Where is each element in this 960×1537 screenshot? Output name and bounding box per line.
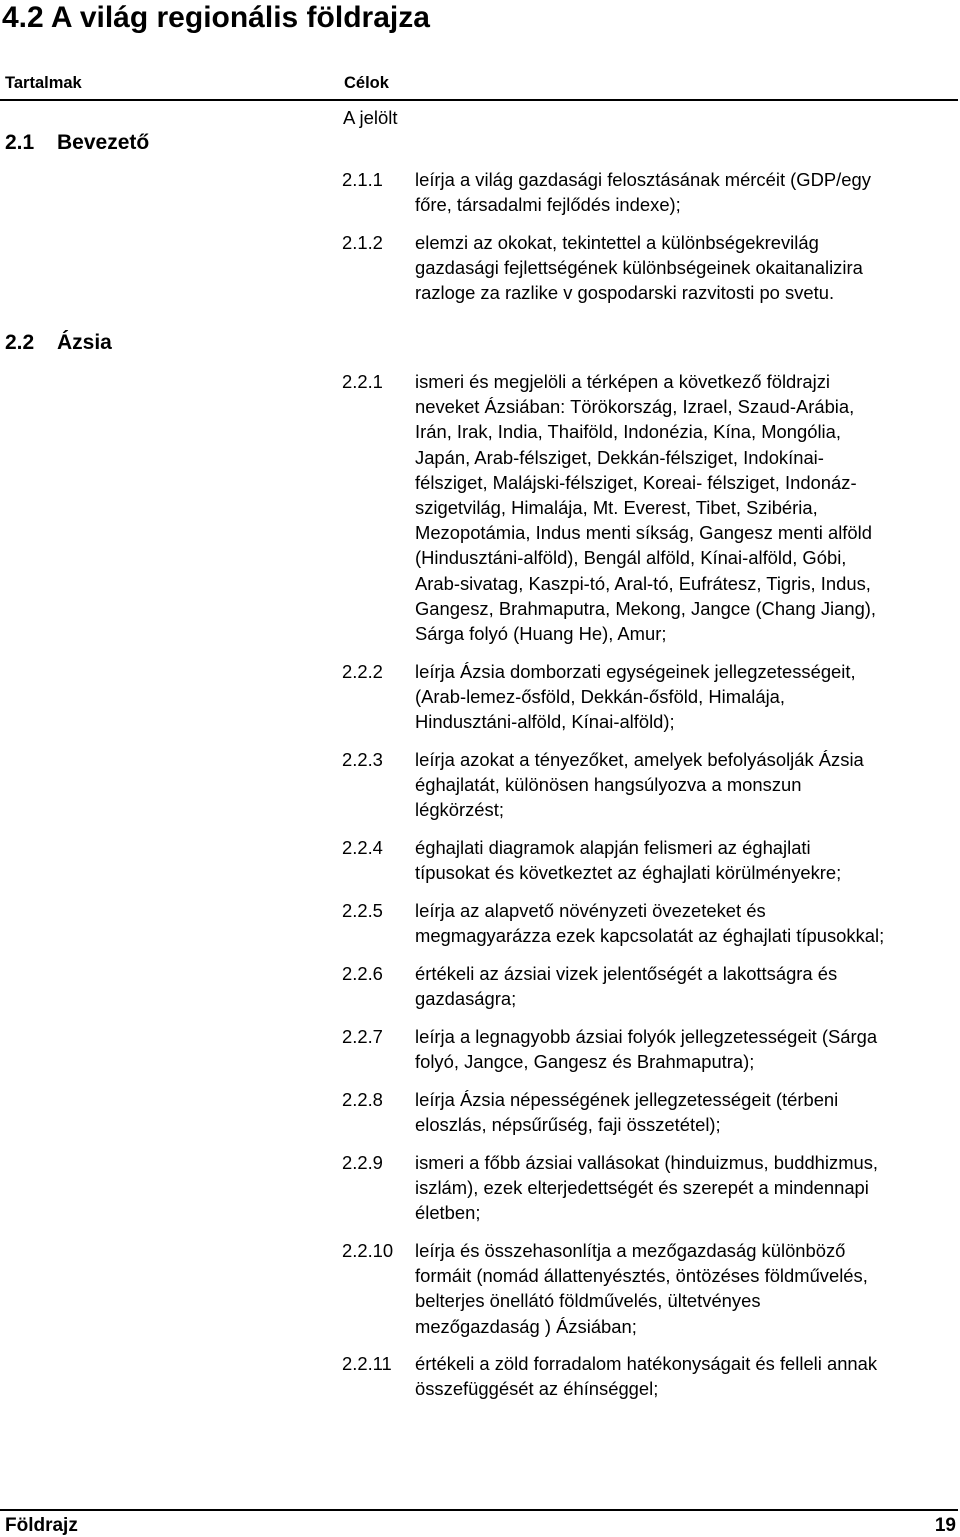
objective-item bbox=[342, 167, 958, 217]
section-number: 2.1 bbox=[5, 131, 35, 154]
objective-item bbox=[342, 1150, 958, 1226]
objective-number: 2.2.11 bbox=[342, 1353, 392, 1374]
objective-item bbox=[342, 898, 958, 948]
objective-number: 2.2.2 bbox=[342, 661, 383, 682]
objective-text: éghajlati diagramok alapján felismeri az éghajlati típusokat és következtet az éghajlati körülményekre; bbox=[415, 837, 842, 884]
objective-item bbox=[342, 961, 958, 1011]
objective-item bbox=[342, 835, 958, 885]
footer-divider bbox=[0, 1509, 958, 1511]
objective-number: 2.2.3 bbox=[342, 749, 383, 770]
objective-text: elemzi az okokat, tekintettel a különbségekrevilág gazdasági fejlettségének különbségeinek okaitanalizira razloge za razlike v gospodarski razvitosti po svetu. bbox=[415, 232, 863, 304]
objective-item bbox=[342, 1351, 958, 1401]
objective-number: 2.1.1 bbox=[342, 169, 383, 190]
objective-item bbox=[342, 747, 958, 823]
objective-text: leírja Ázsia domborzati egységeinek jellegzetességeit, (Arab-lemez-ősföld, Dekkán-ősföld, Himalája, Hindusztáni-alföld, Kínai-alföld); bbox=[415, 661, 856, 733]
objective-number: 2.2.8 bbox=[342, 1089, 383, 1110]
page-number: 19 bbox=[934, 1515, 956, 1536]
objective-number: 2.2.9 bbox=[342, 1152, 383, 1173]
objective-text: leírja a legnagyobb ázsiai folyók jellegzetességeit (Sárga folyó, Jangce, Gangesz és Brahmaputra); bbox=[415, 1026, 878, 1073]
objective-item bbox=[342, 369, 958, 646]
objective-text: leírja a világ gazdasági felosztásának mércéit (GDP/egy főre, társadalmi fejlődés indexe); bbox=[415, 169, 871, 216]
footer-subject: Földrajz bbox=[5, 1515, 78, 1536]
intro-text: A jelölt bbox=[343, 107, 398, 128]
page-title: 4.2 A világ regionális földrajza bbox=[2, 1, 430, 34]
objective-text: leírja az alapvető növényzeti övezeteket és megmagyarázza ezek kapcsolatát az éghajlati típusokkal; bbox=[415, 900, 885, 947]
section-heading-asia bbox=[5, 330, 112, 356]
section-title: Bevezető bbox=[57, 131, 150, 154]
objective-item bbox=[342, 1024, 958, 1074]
column-header-goals: Célok bbox=[344, 74, 389, 92]
header-divider bbox=[0, 99, 958, 101]
objective-number: 2.2.5 bbox=[342, 900, 383, 921]
objective-text: leírja és összehasonlítja a mezőgazdaság különböző formáit (nomád állattenyésztés, öntözéses földművelés, belterjes önellátó földművelés, ültetvényes mezőgazdaság ) Ázsiában; bbox=[415, 1240, 868, 1337]
column-header-contents: Tartalmak bbox=[5, 74, 82, 92]
objective-item bbox=[342, 1087, 958, 1137]
objective-number: 2.2.4 bbox=[342, 837, 383, 858]
objective-text: értékeli a zöld forradalom hatékonyságait és felleli annak összefüggését az éhínséggel; bbox=[415, 1353, 878, 1400]
objective-number: 2.2.6 bbox=[342, 963, 383, 984]
objective-number: 2.2.10 bbox=[342, 1240, 394, 1261]
objective-number: 2.2.1 bbox=[342, 371, 383, 392]
objective-text: ismeri a főbb ázsiai vallásokat (hinduizmus, buddhizmus, iszlám), ezek elterjedettségét és szerepét a mindennapi életben; bbox=[415, 1152, 879, 1224]
section-title: Ázsia bbox=[57, 331, 112, 354]
objective-text: ismeri és megjelöli a térképen a következő földrajzi neveket Ázsiában: Törökország, Izrael, Szaud-Arábia, Irán, Irak, India, Thaiföld, Indonézia, Kína, Mongólia, Japán, Arab-félsziget, Dekkán-félsziget, Indokínai- félsziget, Malájski-félsziget, Koreai- félsziget, Indonáz- szigetvilág, Himalája, Mt. Everest, Tibet, Szibéria, Mezopotámia, Indus menti síkság, Gangesz menti alföld (Hindusztáni-alföld), Bengál alföld, Kínai-alföld, Góbi, Arab-sivatag, Kaszpi-tó, Aral-tó, Eufrátesz, Tigris, Indus, Gangesz, Brahmaputra, Mekong, Jangce (Chang Jiang), Sárga folyó (Huang He), Amur; bbox=[415, 371, 877, 645]
objective-text: értékeli az ázsiai vizek jelentőségét a lakottságra és gazdaságra; bbox=[415, 963, 838, 1010]
objective-text: leírja Ázsia népességének jellegzetességeit (térbeni eloszlás, népsűrűség, faji összetétel); bbox=[415, 1089, 839, 1136]
objective-item bbox=[342, 1238, 958, 1339]
objective-number: 2.2.7 bbox=[342, 1026, 383, 1047]
objective-item bbox=[342, 230, 958, 306]
objective-item bbox=[342, 659, 958, 735]
section-number: 2.2 bbox=[5, 331, 35, 354]
objective-number: 2.1.2 bbox=[342, 232, 383, 253]
section-heading-introduction bbox=[5, 130, 149, 156]
objective-text: leírja azokat a tényezőket, amelyek befolyásolják Ázsia éghajlatát, különösen hangsúlyozva a monszun légkörzést; bbox=[415, 749, 864, 821]
